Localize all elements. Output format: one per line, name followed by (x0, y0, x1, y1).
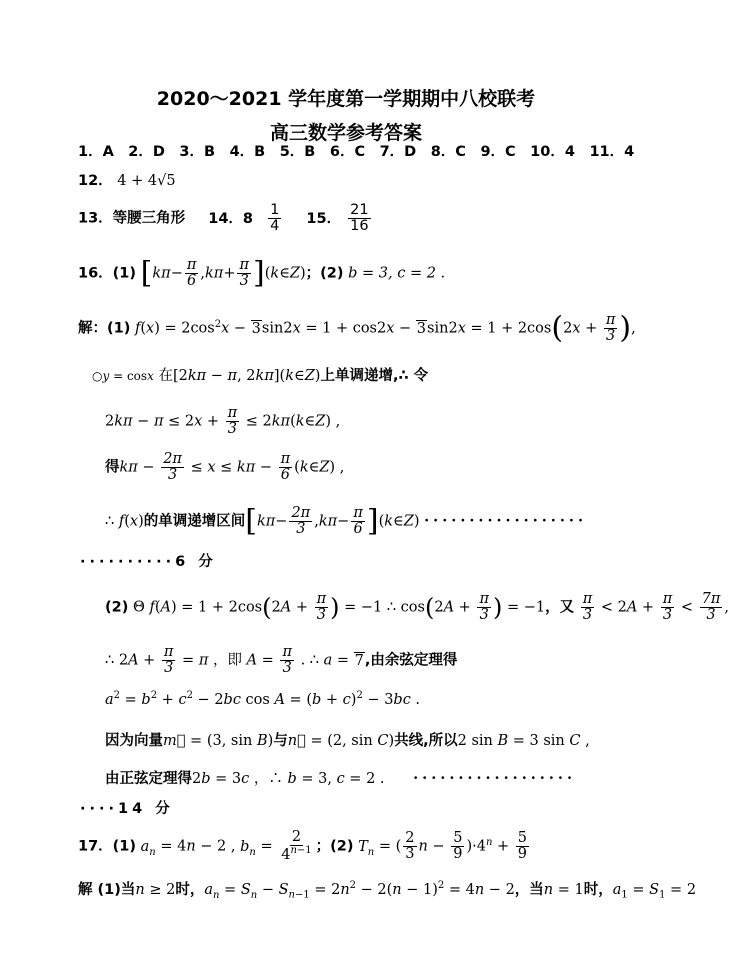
dots-row-3: ·················· (413, 770, 576, 787)
interval-text: 的单调递增区间 (143, 513, 246, 530)
q15-den: 16 (350, 218, 369, 235)
when2-label: ，当 (514, 881, 544, 898)
solution-16-part2-line2: ∴ 2A + $\frac{\pi}{3}$ = π ，即 A = $\frac{\pi}{3}$ . ∴ a = 7,由余弦定理得 (105, 644, 458, 677)
q17-part2-label: ；(2) (315, 838, 354, 855)
solution-16-line5: ∴ f(x)的单调递增区间[kπ− $\frac{2\pi}{3}$ ,kπ− $\frac{\pi}{6}$ ](k∈Z) ·················· (105, 503, 587, 539)
q14-num: 1 (270, 202, 280, 218)
solution17-label: 解 (1)当 (78, 881, 136, 898)
sine-rule-text: 由正弦定理得 (105, 771, 192, 787)
q12-label: 12． (78, 173, 113, 189)
monotonic-text: 上单调递增,∴ 令 (320, 368, 429, 384)
also-label: ，又 (545, 599, 575, 616)
solution-16-line4: 得kπ − $\frac{2\pi}{3}$ ≤ x ≤ kπ − $\frac{\pi}{6}$ (k∈Z) , (105, 451, 345, 484)
vector-and: 与 (273, 733, 288, 749)
score-14: ····14 分 (80, 801, 174, 817)
q14-fraction (268, 203, 281, 234)
solution-17-line1: 解 (1)当n ≥ 2时，$a_n = S_n - S_{n-1} = 2n^2 - 2(n - 1)^2 = 4n - 2$，当n = 1时，$a_1 = S_1 = 2$ (78, 880, 697, 901)
solution-16-part2-line1: (2) Θ f(A) = 1 + 2cos(2A + $\frac{\pi}{3}$ ) = −1 ∴ cos(2A + $\frac{\pi}{3}$ ) = −1，又 $\frac{\pi}{3}$ < 2A + $\frac{\pi}{3}$ < $\frac{7\pi}{3}$ , (105, 591, 729, 624)
q16-answer2: b = 3, c = 2 . (348, 265, 446, 282)
q12-value: 4 + 4√5 (117, 173, 176, 189)
solution-16-line1: 解：(1) $f(x) = 2\cos^2x - 3\sin 2x = 1 + \cos 2x - 3\sin 2x = 1 + 2\cos(2x$ + $\frac{\pi}{3}$ ), (78, 310, 636, 346)
part2-label: (2) (105, 599, 129, 616)
solution-16-part2-line5: 由正弦定理得2b = 3c ，∴ b = 3, c = 2 . ·················· (105, 770, 576, 787)
q15-label: 15． (306, 210, 342, 227)
cosine-rule-text: ,由余弦定理得 (364, 652, 458, 669)
q17-label: 17．(1) (78, 838, 137, 855)
q16-part2-label: ；(2) (305, 265, 344, 282)
document-subtitle: 高三数学参考答案 (269, 122, 422, 144)
q16-label: 16．(1) (78, 265, 137, 282)
when-label: 时， (175, 881, 205, 898)
solution-16-line3: 2kπ − π ≤ 2x + $\frac{\pi}{3}$ ≤ 2kπ(k∈Z) , (105, 405, 341, 438)
solution-16-part2-line3: $a^2 = b^2 + c^2 - 2bc$ $\cos A = (b + c)^2 - 3bc$ . (105, 690, 421, 708)
answers-13-15 (78, 203, 373, 234)
solution-16-part2-line4: 因为向量m⃗ = (3, sin B)与n⃗ = (2, sin C)共线,所以2 sin B = 3 sin C , (105, 733, 590, 749)
vector-intro: 因为向量 (105, 733, 163, 749)
q15-fraction (348, 203, 370, 234)
q14-label: 14．8 (208, 210, 254, 227)
q14-den: 4 (270, 218, 280, 235)
answer-17: 17．(1) $a_n = 4n - 2$ , $b_n$ = $\frac{2}{4^{n-1}}$ ；(2) $T_n$ = ( $\frac{2}{3}$ n − $\frac{5}{9}$ )$\cdot 4^n$ + $\frac{5}{9}$ (78, 829, 528, 864)
collinear-text: 共线,所以 (394, 733, 458, 749)
dots-row-1: ·················· (424, 512, 587, 530)
score-6: ··········6 分 (80, 554, 217, 570)
answer-12 (78, 172, 176, 190)
answer-16: 16．(1) [kπ− $\frac{\pi}{6}$ ,kπ+ $\frac{\pi}{3}$ ](k∈Z)；(2) b = 3, c = 2 . (78, 255, 446, 291)
de-label: 得 (105, 459, 120, 476)
solution-label: 解：(1) (78, 320, 131, 337)
q13-label: 13．等腰三角形 (78, 210, 186, 227)
answers-1-11: 1．A 2．D 3．B 4．B 5．B 6．C 7．D 8．C 9．C 10．4 11．4 (78, 144, 635, 160)
document-title: 2020～2021 学年度第一学期期中八校联考 (156, 88, 536, 110)
q15-num: 21 (350, 202, 369, 218)
when3-label: 时， (583, 881, 613, 898)
solution-16-line2: ○y = cosx 在[2kπ − π, 2kπ](k∈Z)上单调递增,∴ 令 (92, 368, 429, 384)
